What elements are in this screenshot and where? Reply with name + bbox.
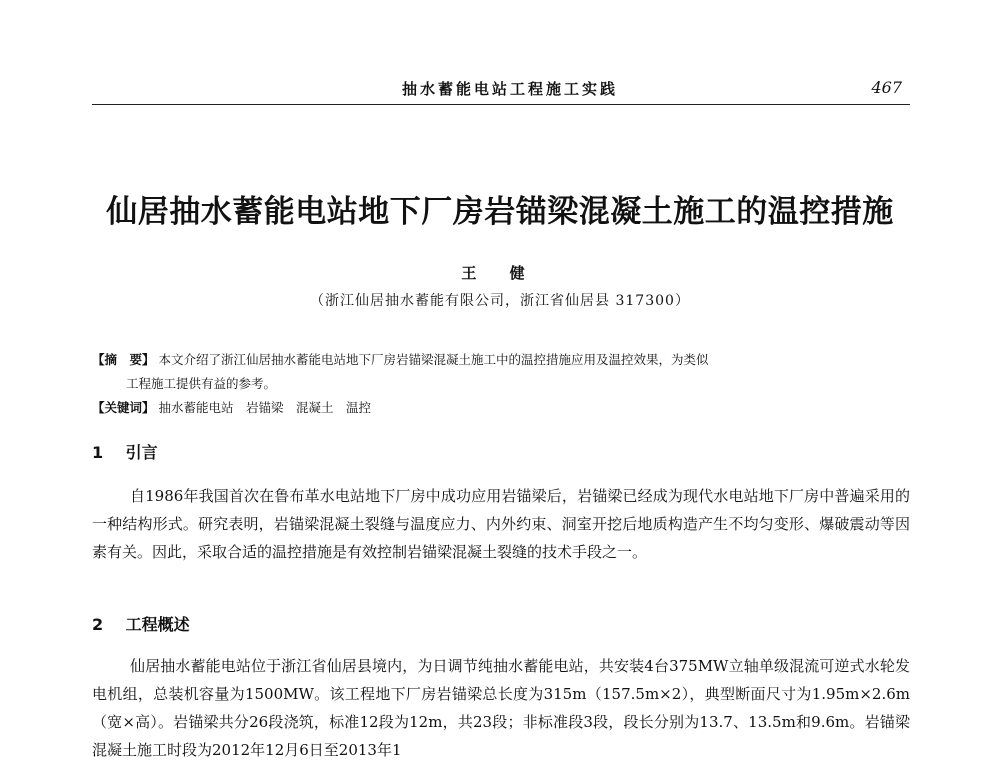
- section-body-2: [92, 652, 910, 764]
- abstract-line-1: [92, 348, 910, 372]
- keywords-label: 【关键词】: [92, 400, 155, 415]
- section-heading-1: [92, 440, 158, 463]
- abstract-text-1: 本文介绍了浙江仙居抽水蓄能电站地下厂房岩锚梁混凝土施工中的温控措施应用及温控效果，为类似: [158, 352, 709, 367]
- paragraph: 仙居抽水蓄能电站位于浙江省仙居县境内，为日调节纯抽水蓄能电站，共安装4台375MW立轴单级混流可逆式水轮发电机组，总装机容量为1500MW。该工程地下厂房岩锚梁总长度为315m（157.5m×2），典型断面尺寸为1.95m×2.6m（宽×高）。岩锚梁共分26段浇筑，标准12段为12m，共23段；非标准段3段，段长分别为13.7、13.5m和9.6m。岩锚梁混凝土施工时段为2012年12月6日至2013年1: [92, 657, 910, 759]
- section-number: 1: [92, 443, 104, 462]
- keywords-line: [92, 396, 910, 420]
- section-body-1: [92, 482, 910, 566]
- author: 王 健: [461, 264, 539, 282]
- page-number: 467: [871, 78, 902, 97]
- section-number: 2: [92, 615, 104, 634]
- section-title: 引言: [125, 443, 158, 462]
- keywords-text: 抽水蓄能电站 岩锚梁 混凝土 温控: [158, 400, 372, 415]
- abstract-block: [92, 348, 910, 420]
- section-title: 工程概述: [125, 615, 190, 634]
- abstract-label: 【摘 要】: [92, 352, 155, 367]
- running-title: 抽水蓄能电站工程施工实践: [402, 80, 619, 98]
- section-heading-2: [92, 612, 190, 635]
- running-header: [92, 78, 910, 104]
- abstract-line-2: 工程施工提供有益的参考。: [126, 376, 277, 391]
- header-rule: [92, 104, 910, 105]
- affiliation: （浙江仙居抽水蓄能有限公司，浙江省仙居县 317300）: [310, 293, 690, 309]
- paragraph: 自1986年我国首次在鲁布革水电站地下厂房中成功应用岩锚梁后，岩锚梁已经成为现代水电站地下厂房中普遍采用的一种结构形式。研究表明，岩锚梁混凝土裂缝与温度应力、内外约束、洞室开挖后地质构造产生不均匀变形、爆破震动等因素有关。因此，采取合适的温控措施是有效控制岩锚梁混凝土裂缝的技术手段之一。: [92, 487, 910, 561]
- paper-title: 仙居抽水蓄能电站地下厂房岩锚梁混凝土施工的温控措施: [106, 194, 894, 230]
